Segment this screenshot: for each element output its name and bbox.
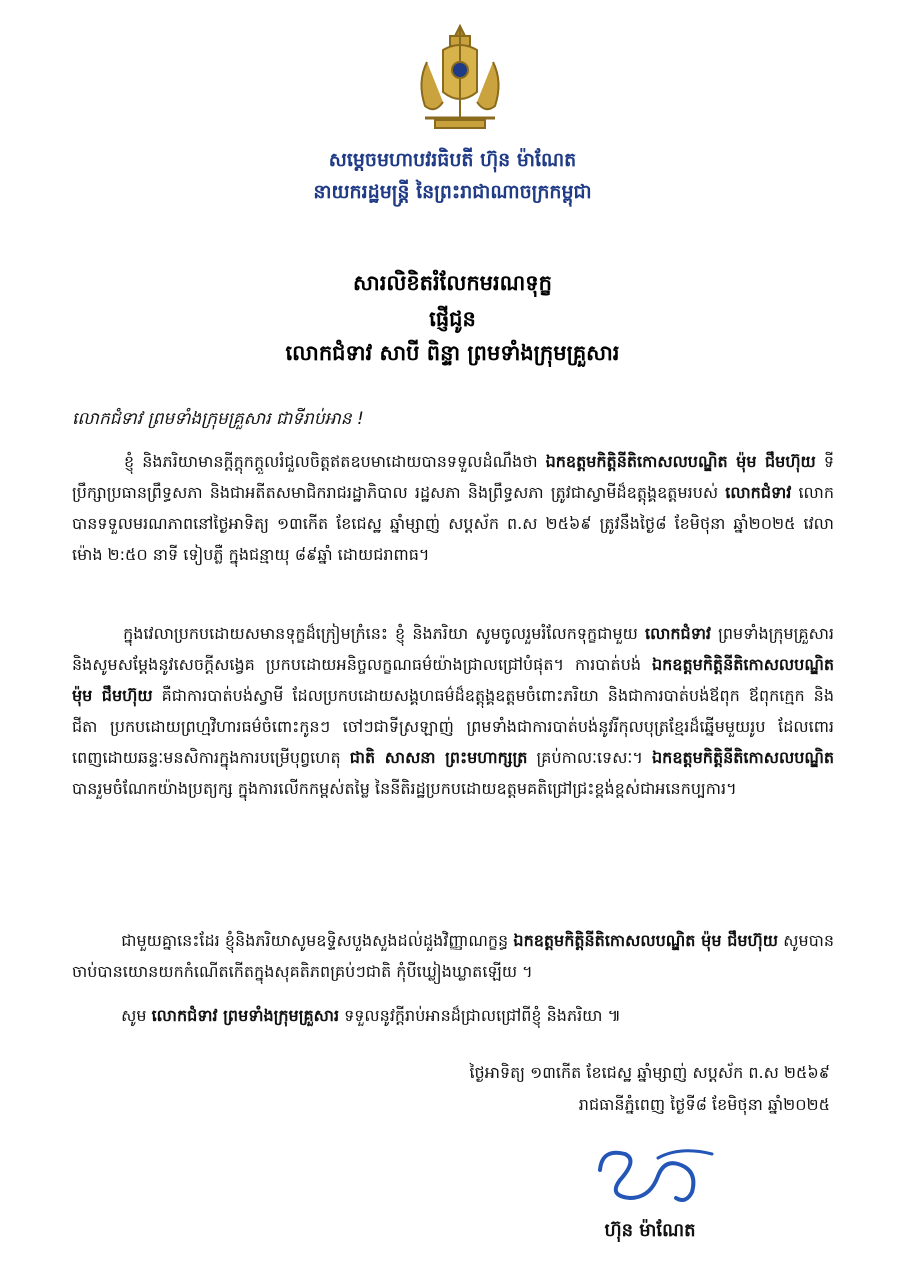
paragraph-2 [72,618,834,804]
paragraph-2-run: ជាតិ សាសនា ព្រះមហាក្សត្រ [349,748,528,767]
place-date: រាជធានីភ្នំពេញ ថ្ងៃទី៨ ខែមិថុនា ឆ្នាំ២០២៥ [578,1095,830,1114]
paragraph-3-run: ជាមួយគ្នានេះដែរ ខ្ញុំនិងភរិយាសូមឧទ្ទិសបួងសួងដល់ដួងវិញ្ញាណក្ខន្ធ [121,931,514,950]
paragraph-3-run: សូមបានចាប់បានយោនយកកំណើតកើតក្នុងសុគតិភពគ្រប់ៗជាតិ កុំបីឃ្លៀងឃ្លាតឡើយ ។ [72,931,834,981]
paragraph-1-run: លោកជំទាវ [725,483,792,502]
paragraph-2-run: លោកជំទាវ [644,624,711,643]
paragraph-2-run: ក្នុងវេលាប្រកបដោយសមានទុក្ខដ៏ក្រៀមក្រំនេះ ខ្ញុំ និងភរិយា សូមចូលរួមរំលែកទុក្ខជាមួយ [123,624,645,643]
letter-title: សារលិខិតរំលែកមរណទុក្ខ [353,271,552,295]
paragraph-2-run: ឯកឧត្តមកិត្តិនីតិកោសលបណ្ឌិត ម៉ុម ជឹមហ៊ុយ [72,655,834,705]
paragraph-1-run: ទីប្រឹក្សាប្រធានព្រឹទ្ធសភា និងជាអតីតសមាជិករាជរដ្ឋាភិបាល រដ្ឋសភា និងព្រឹទ្ធសភា ត្រូវជាស្វាមីដ៏ឧត្តុង្គឧត្តមរបស់ [72,452,834,502]
paragraph-4-run: ទទួលនូវក្តីរាប់អានដ៏ជ្រាលជ្រៅពីខ្ញុំ និងភរិយា ៕ [339,1006,621,1025]
handwritten-signature-icon [580,1140,720,1215]
office-title-line1: សម្តេចមហាបវរធិបតី ហ៊ុន ម៉ាណែត [328,149,577,171]
paragraph-2-run: គ្រប់កាលៈទេសៈ។ [527,748,652,767]
paragraph-2-run: ព្រមទាំងក្រុមគ្រួសារ និងសូមសម្តែងនូវសេចក្តីសង្វេគ ប្រកបដោយអនិច្ចលក្ខណធម៌យ៉ាងជ្រាលជ្រៅបំផុត។ ការបាត់បង់ [72,624,834,674]
paragraph-2-run: ឯកឧត្តមកិត្តិនីតិកោសលបណ្ឌិត [652,748,835,767]
paragraph-2-run: គឺជាការបាត់បង់ស្វាមី ដែលប្រកបដោយសង្គហធម៌ដ៏ឧត្តុង្គឧត្តមចំពោះភរិយា និងជាការបាត់បង់ឪពុក ឪពុកក្មេក និងជីតា ប្រកបដោយព្រហ្មវិហារធម៌ចំពោះកូនៗ ចៅៗជាទីស្រឡាញ់ ព្រមទាំងជាការបាត់បង់នូវរីកុលបុត្រខ្មែរដ៏ឆ្នើមមួយរូប ដែលពោរពេញដោយឆន្ទៈមនសិការក្នុងការបម្រើបុព្វហេតុ [72,686,834,767]
paragraph-3 [72,925,834,987]
paragraph-1 [72,446,834,570]
paragraph-4 [72,1000,834,1031]
letter-recipient: លោកជំទាវ សាបី ពិន្ទា ព្រមទាំងក្រុមគ្រួសារ [285,341,620,365]
paragraph-1-run: ខ្ញុំ និងភរិយាមានក្តីក្តុកក្តួលរំជួលចិត្តឥតឧបមាដោយបានទទួលដំណឹងថា [124,452,546,471]
signer-name: ហ៊ុន ម៉ាណែត [604,1220,696,1241]
salutation: លោកជំទាវ ព្រមទាំងក្រុមគ្រួសារ ជាទីរាប់អាន ! [72,409,364,429]
paragraph-2-run: បានរួមចំណែកយ៉ាងប្រត្យក្ស ក្នុងការលើកកម្ពស់តម្លៃ នៃនីតិរដ្ឋប្រកបដោយឧត្តមគតិជ្រៅជ្រះខ្ពង់ខ្ពស់ជាអនេកប្បការ។ [72,779,737,798]
lunar-date: ថ្ងៃអាទិត្យ ១៣កើត ខែជេស្ឋ ឆ្នាំម្សាញ់ សប្តស័ក ព.ស ២៥៦៩ [469,1063,830,1082]
letter-subtitle: ផ្ញើជូន [429,307,476,331]
paragraph-4-run: សូម [121,1006,152,1025]
paragraph-1-run: ឯកឧត្តមកិត្តិនីតិកោសលបណ្ឌិត ម៉ុម ជឹមហ៊ុយ [545,452,816,471]
paragraph-3-run: ឯកឧត្តមកិត្តិនីតិកោសលបណ្ឌិត ម៉ុម ជឹមហ៊ុយ [513,931,778,950]
paragraph-4-run: លោកជំទាវ ព្រមទាំងក្រុមគ្រួសារ [151,1006,340,1025]
office-title-line2: នាយករដ្ឋមន្ត្រី នៃព្រះរាជាណាចក្រកម្ពុជា [313,181,592,203]
royal-coat-of-arms-icon [405,22,515,140]
paragraph-1-run: លោកបានទទួលមរណភាពនៅថ្ងៃអាទិត្យ ១៣កើត ខែជេស្ឋ ឆ្នាំម្សាញ់ សប្តស័ក ព.ស ២៥៦៩ ត្រូវនឹងថ្ងៃ៨ ខែមិថុនា ឆ្នាំ២០២៥ វេលាម៉ោង ២:៥០ នាទី ទៀបភ្លឺ ក្នុងជន្មាយុ ៨៩ឆ្នាំ ដោយជរាពាធ។ [72,483,834,564]
